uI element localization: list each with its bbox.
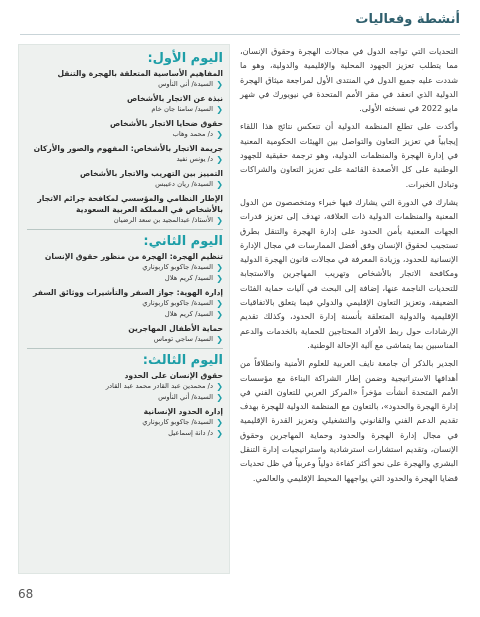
- speaker-name: د/ يونس نفيد: [176, 155, 213, 163]
- session-item: [27, 406, 223, 439]
- chevron-icon: ❮: [216, 130, 223, 139]
- speaker-name: السيدة/ أني النأوس: [158, 80, 213, 88]
- chevron-icon: ❮: [216, 216, 223, 225]
- chevron-icon: ❮: [216, 263, 223, 272]
- speaker-line: [27, 104, 223, 115]
- speaker-line: [27, 381, 223, 392]
- chevron-icon: ❮: [216, 393, 223, 402]
- day-title: اليوم الثاني:: [143, 234, 223, 249]
- session-title: التمييز بين التهريب والاتجار بالأشخاص: [80, 169, 223, 178]
- session-item: [27, 370, 223, 403]
- speaker-name: السيدة/ جاكوبو كاربوناري: [142, 263, 213, 271]
- header-divider: [20, 34, 460, 35]
- speaker-line: [27, 179, 223, 190]
- speaker-line: [27, 298, 223, 309]
- program-sidebar: [18, 44, 230, 574]
- chevron-icon: ❮: [216, 418, 223, 427]
- speaker-line: [27, 215, 223, 226]
- chevron-icon: ❮: [216, 105, 223, 114]
- speaker-name: د/ دانة إسماعيل: [168, 429, 213, 437]
- speaker-name: السيدة/ جاكوبو كاربوناري: [142, 299, 213, 307]
- day-title: اليوم الأول:: [147, 51, 223, 66]
- paragraph: وأكدت على تطلع المنظمة الدولية أن تنعكس نتائج هذا اللقاء إيجابياً في تعزيز التعاون والتواصل بين الهيئات الحكومية المعنية في إدارة الهجرة والمنظمات الدولية، وهو ترجمة حقيقية للجهود الوطنية على كل الأصعدة القائمة على تعزيز التعاون والشراكات وتبادل الخبرات.: [240, 121, 458, 189]
- speaker-line: [27, 154, 223, 165]
- speaker-line: [27, 392, 223, 403]
- session-title: جريمة الاتجار بالأشخاص: المفهوم والصور والأركان: [33, 144, 223, 153]
- section-divider: [27, 348, 223, 349]
- speaker-name: السيدة/ جاكوبو كاربوناري: [142, 418, 213, 426]
- page-header-title: أنشطة وفعاليات: [355, 12, 460, 27]
- chevron-icon: ❮: [216, 335, 223, 344]
- session-item: [27, 118, 223, 140]
- session-title: إدارة الحدود الإنسانية: [143, 407, 223, 416]
- session-title: حماية الأطفال المهاجرين: [128, 324, 223, 333]
- main-article: [240, 44, 458, 489]
- day-title: اليوم الثالث:: [142, 353, 223, 368]
- chevron-icon: ❮: [216, 274, 223, 283]
- session-item: [27, 168, 223, 190]
- speaker-line: [27, 417, 223, 428]
- chevron-icon: ❮: [216, 80, 223, 89]
- speaker-name: السيد/ ساجي توماس: [153, 335, 213, 343]
- speaker-line: [27, 428, 223, 439]
- speaker-name: السيدة/ أني النأوس: [158, 393, 213, 401]
- speaker-name: السيد/ كريم هلال: [164, 310, 213, 318]
- speaker-line: [27, 262, 223, 273]
- session-item: [27, 251, 223, 284]
- speaker-line: [27, 309, 223, 320]
- chevron-icon: ❮: [216, 299, 223, 308]
- session-item: [27, 68, 223, 90]
- chevron-icon: ❮: [216, 310, 223, 319]
- speaker-name: د/ محمدين عبد القادر محمد عبد القادر: [105, 382, 213, 390]
- chevron-icon: ❮: [216, 155, 223, 164]
- chevron-icon: ❮: [216, 429, 223, 438]
- session-title: إدارة الهوية: جواز السفر والتأشيرات ووثائق السفر: [33, 288, 223, 297]
- session-title: نبذة عن الاتجار بالأشخاص: [127, 94, 223, 103]
- chevron-icon: ❮: [216, 382, 223, 391]
- session-title: تنظيم الهجرة: الهجرة من منظور حقوق الإنسان: [44, 252, 223, 261]
- session-title: المفاهيم الأساسية المتعلقة بالهجرة والتنقل: [57, 69, 223, 78]
- paragraph: التحديات التي تواجه الدول في مجالات الهجرة وحقوق الإنسان، مما يتطلب تعزيز الجهود المحلية والإقليمية والدولية، وهو ما شددت عليه جميع الدول في المنتدى الأول لمراجعة ميثاق الهجرة الدولية الذي انعقد في مقر الأمم المتحدة في نيويورك في شهر مايو 2022 في نسخته الأولى.: [240, 46, 458, 114]
- speaker-name: د/ محمد وهاب: [172, 130, 213, 138]
- session-item: [27, 287, 223, 320]
- session-item: [27, 93, 223, 115]
- speaker-name: السيد/ سامنا جان خام: [151, 105, 213, 113]
- speaker-name: الأستاذ/ عبدالمجيد بن سعد الرضيان: [113, 216, 213, 224]
- session-title: الإطار النظامي والمؤسسي لمكافحة جرائم الاتجار بالأشخاص في المملكة العربية السعودية: [37, 194, 223, 214]
- speaker-name: السيدة/ ريان دعيبس: [155, 180, 213, 188]
- section-divider: [27, 229, 223, 230]
- paragraph: الجدير بالذكر أن جامعة نايف العربية للعلوم الأمنية وانطلاقاً من أهدافها الاستراتيجية وضمن إطار الشراكة البناءة مع مؤسسات الأمم المتحدة أنشأت مؤخراً «المركز العربي للتعاون الفني في إدارة الهجرة والحدود»، بالتعاون مع المنظمة الدولية للهجرة بهدف تقديم الدعم الفني والقانوني والتشغيلي وتعزيز القدرة الإقليمية في مجال إدارة الهجرة والحدود وحماية المهاجرين وحقوق الإنسان، وتقديم استشارات استرشادية واستراتيجيات إدارة التنقل البشري والهجرة على نحو أكثر كفاءة دولياً وعربياً في ظل تحديات قضايا الهجرة والحدود التي يواجهها المحيط الإقليمي والعالمي.: [240, 358, 458, 483]
- session-title: حقوق الإنسان على الحدود: [124, 371, 223, 380]
- session-item: [27, 143, 223, 165]
- page-number: 68: [18, 587, 34, 601]
- paragraph: يشارك في الدورة التي يشارك فيها خبراء ومتخصصون من الدول المعنية والمنظمات الدولية ذات العلاقة، تهدف إلى تعزيز قدرات الجهات المعنية بأمن الحدود على إدارة الهجرة والتنقل بطرق تستجيب لحقوق الإنسان وفق أفضل الممارسات في مجال الإدارة الإنسانية للحدود، وزيادة المعرفة في مجالات قانون الهجرة الدولية ومكافحة الاتجار بالأشخاص وتهريب المهاجرين والاستجابة للتحديات الناجمة عنها، إضافة إلى البحث في آليات حماية الفئات الضعيفة، وتعزيز التعاون الإقليمي والدولي فيما يتعلق بالاتفاقيات الإقليمية والدولية المتعلقة بأنسنة إدارة الحدود، وكذلك تقديم الإرشادات حول ربط الأفراد المحتاجين للحماية بالخدمات والدعم المناسبين بما يتماشى مع آلية الإحالة الوطنية.: [240, 196, 458, 350]
- session-title: حقوق ضحايا الاتجار بالأشخاص: [110, 119, 223, 128]
- chevron-icon: ❮: [216, 180, 223, 189]
- speaker-line: [27, 129, 223, 140]
- session-item: [27, 193, 223, 226]
- speaker-line: [27, 334, 223, 345]
- speaker-name: السيد/ كريم هلال: [164, 274, 213, 282]
- session-item: [27, 323, 223, 345]
- speaker-line: [27, 79, 223, 90]
- speaker-line: [27, 273, 223, 284]
